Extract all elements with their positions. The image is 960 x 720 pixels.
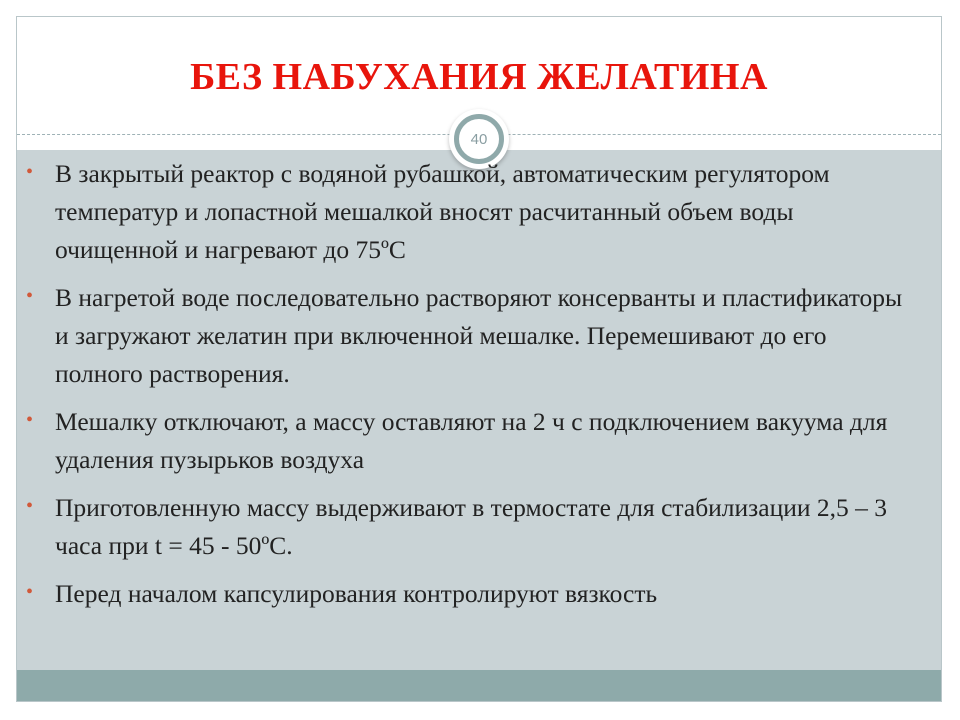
bullet-text: В нагретой воде последовательно растворяют консерванты и пластификаторы и загружают желатин при включенной мешалке. Перемешивают до его полного растворения. bbox=[55, 283, 903, 388]
bullet-dot-icon: • bbox=[26, 409, 34, 431]
bullet-text: В закрытый реактор с водяной рубашкой, автоматическим регулятором температур и лопастной мешалкой вносят расчитанный объем воды очищенной и нагревают до 75ºС bbox=[55, 159, 830, 264]
bullet-dot-icon: • bbox=[26, 285, 34, 307]
bullet-text: Мешалку отключают, а массу оставляют на 2 ч с подключением вакуума для удаления пузырьков воздуха bbox=[55, 407, 888, 474]
footer-band bbox=[17, 670, 941, 701]
bullet-list bbox=[26, 155, 906, 623]
bullet-item bbox=[26, 155, 906, 269]
bullet-dot-icon: • bbox=[26, 581, 34, 603]
bullet-text: Приготовленную массу выдерживают в термостате для стабилизации 2,5 – 3 часа при t = 45 - 50ºС. bbox=[55, 493, 888, 560]
slide-number: 40 bbox=[470, 130, 488, 148]
bullet-dot-icon: • bbox=[26, 495, 34, 517]
slide-title: БЕЗ НАБУХАНИЯ ЖЕЛАТИНА bbox=[190, 56, 768, 98]
bullet-item bbox=[26, 489, 906, 565]
bullet-item bbox=[26, 575, 906, 613]
bullet-item bbox=[26, 279, 906, 393]
bullet-text: Перед началом капсулирования контролируют вязкость bbox=[55, 579, 658, 608]
bullet-dot-icon: • bbox=[26, 161, 34, 183]
bullet-item bbox=[26, 403, 906, 479]
